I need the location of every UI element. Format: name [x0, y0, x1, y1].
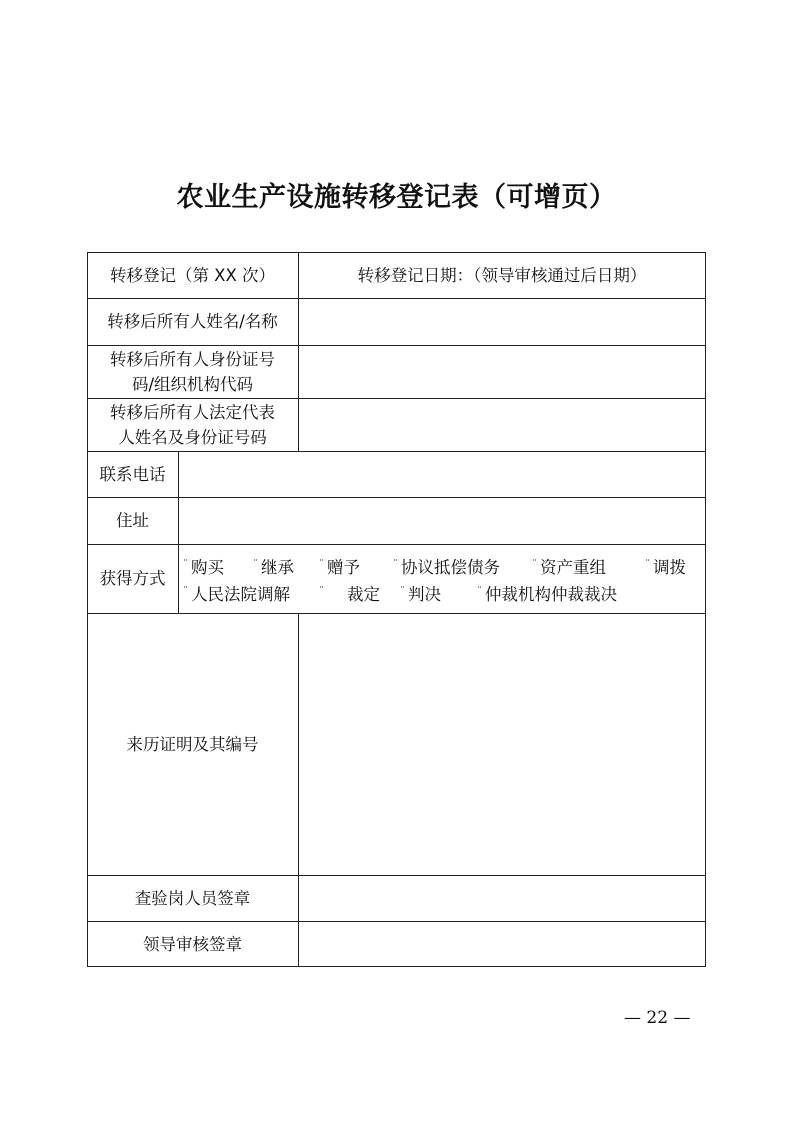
- checkbox-icon: ¨: [477, 586, 482, 597]
- phone-field[interactable]: [178, 451, 706, 497]
- owner-id-label: [87, 345, 298, 398]
- option-asset-restructuring[interactable]: ¨ 资产重组: [532, 558, 606, 577]
- origin-proof-field[interactable]: [298, 613, 706, 875]
- owner-name-label: 转移后所有人姓名/名称: [107, 312, 278, 331]
- checkbox-icon: ¨: [532, 559, 537, 570]
- option-ruling[interactable]: ¨ 裁定: [319, 585, 380, 604]
- checkbox-icon: ¨: [645, 559, 650, 570]
- option-purchase[interactable]: ¨ 购买: [183, 558, 224, 577]
- option-allocation[interactable]: ¨ 调拨: [645, 558, 686, 577]
- owner-id-label-line1: 转移后所有人身份证号: [110, 349, 275, 369]
- checkbox-icon: ¨: [253, 559, 258, 570]
- phone-label: 联系电话: [99, 464, 166, 484]
- acquire-method-label: 获得方式: [99, 569, 166, 588]
- acquire-options-line2: [178, 579, 706, 604]
- legal-rep-label: [87, 398, 298, 451]
- checkbox-icon: ¨: [400, 586, 405, 597]
- acquire-options-line1: [178, 552, 706, 577]
- address-label: 住址: [116, 511, 149, 530]
- origin-proof-label: 来历证明及其编号: [126, 734, 259, 754]
- leader-signature-field[interactable]: [298, 921, 706, 967]
- legal-rep-label-line1: 转移后所有人法定代表: [110, 402, 275, 422]
- checkbox-icon: ¨: [183, 586, 188, 597]
- option-debt-settlement[interactable]: ¨ 协议抵偿债务: [393, 558, 500, 577]
- transfer-date-label: 转移登记日期：（领导审核通过后日期）: [357, 265, 647, 285]
- option-judgment[interactable]: ¨ 判决: [400, 585, 441, 604]
- option-inherit[interactable]: ¨ 继承: [253, 558, 294, 577]
- checkbox-icon: ¨: [393, 559, 398, 570]
- inspector-signature-field[interactable]: [298, 875, 706, 921]
- legal-rep-field[interactable]: [298, 398, 706, 451]
- option-gift[interactable]: ¨ 赠予: [319, 558, 360, 577]
- owner-name-field[interactable]: [298, 298, 706, 345]
- owner-id-field[interactable]: [298, 345, 706, 398]
- transfer-registration-label: 转移登记（第 XX 次）: [109, 265, 276, 285]
- checkbox-icon: ¨: [319, 559, 324, 570]
- option-arbitration[interactable]: ¨ 仲裁机构仲裁裁决: [477, 585, 617, 604]
- checkbox-icon: ¨: [319, 586, 324, 597]
- address-field[interactable]: [178, 497, 706, 544]
- legal-rep-label-line2: 人姓名及身份证号码: [118, 427, 267, 447]
- inspector-signature-label: 查验岗人员签章: [134, 888, 251, 908]
- checkbox-icon: ¨: [183, 559, 188, 570]
- owner-id-label-line2: 码/组织机构代码: [131, 374, 254, 394]
- page-number: — 22 —: [624, 1008, 691, 1028]
- registration-form: [87, 252, 706, 967]
- leader-signature-label: 领导审核签章: [143, 934, 242, 954]
- page-title: 农业生产设施转移登记表（可增页）: [176, 182, 617, 213]
- row-divider: [87, 544, 706, 545]
- option-court-mediation[interactable]: ¨ 人民法院调解: [183, 585, 290, 604]
